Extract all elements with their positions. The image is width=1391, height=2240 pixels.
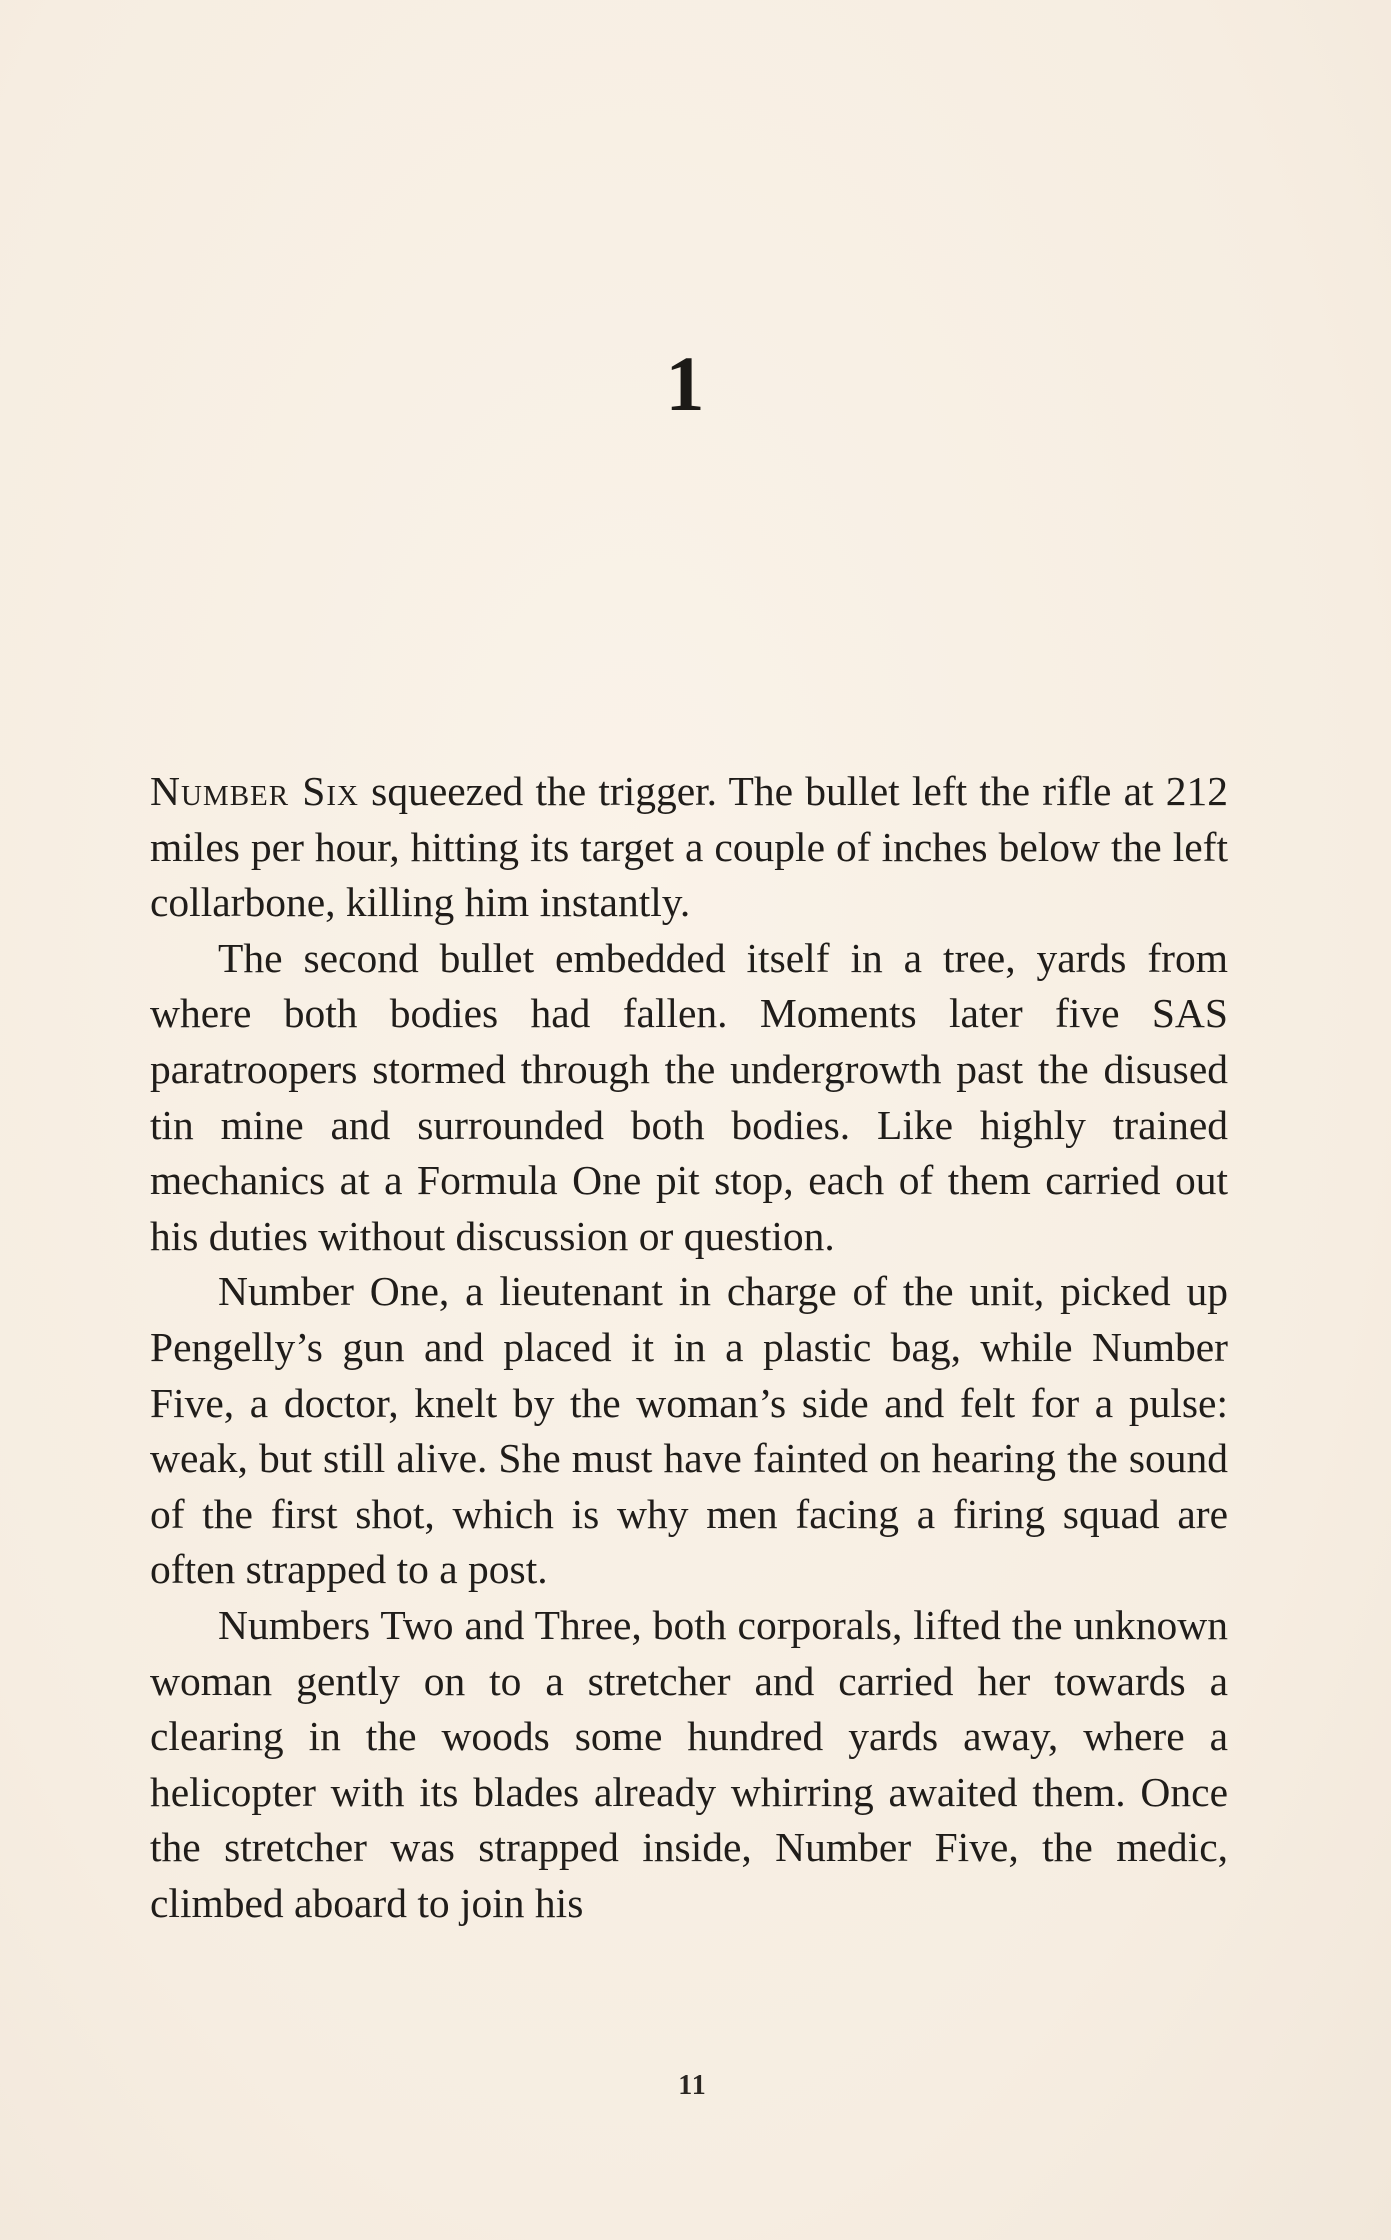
lead-in-smallcaps: Number Six bbox=[150, 768, 359, 814]
paragraph-4: Numbers Two and Three, both corporals, lifted the unknown woman gently on to a stretcher and carried her towards a clearing in the woods some hundred yards away, where a helicopter with its blades already whirring awaited them. Once the stretcher was strapped inside, Number Five, the medic, climbed aboard to join his bbox=[150, 1601, 1228, 1926]
chapter-number: 1 bbox=[665, 340, 705, 427]
chapter-body bbox=[150, 764, 1228, 1931]
paragraph-1-text: squeezed the trigger. The bullet left the rifle at 212 miles per hour, hitting its target a couple of inches below the left collarbone, killing him instantly. bbox=[150, 768, 1228, 926]
paragraph-1 bbox=[150, 764, 1228, 931]
page-number: 11 bbox=[678, 2070, 707, 2101]
paragraph-2: The second bullet embedded itself in a tree, yards from where both bodies had fallen. Moments later five SAS paratroopers stormed through the undergrowth past the disused tin mine and surrounded both bodies. Like highly trained mechanics at a Formula One pit stop, each of them carried out his duties without discussion or question. bbox=[150, 934, 1228, 1259]
paragraph-3: Number One, a lieutenant in charge of the unit, picked up Pengelly’s gun and placed it in a plastic bag, while Number Five, a doctor, knelt by the woman’s side and felt for a pulse: weak, but still alive. She must have fainted on hearing the sound of the first shot, which is why men facing a firing squad are often strapped to a post. bbox=[150, 1268, 1228, 1593]
